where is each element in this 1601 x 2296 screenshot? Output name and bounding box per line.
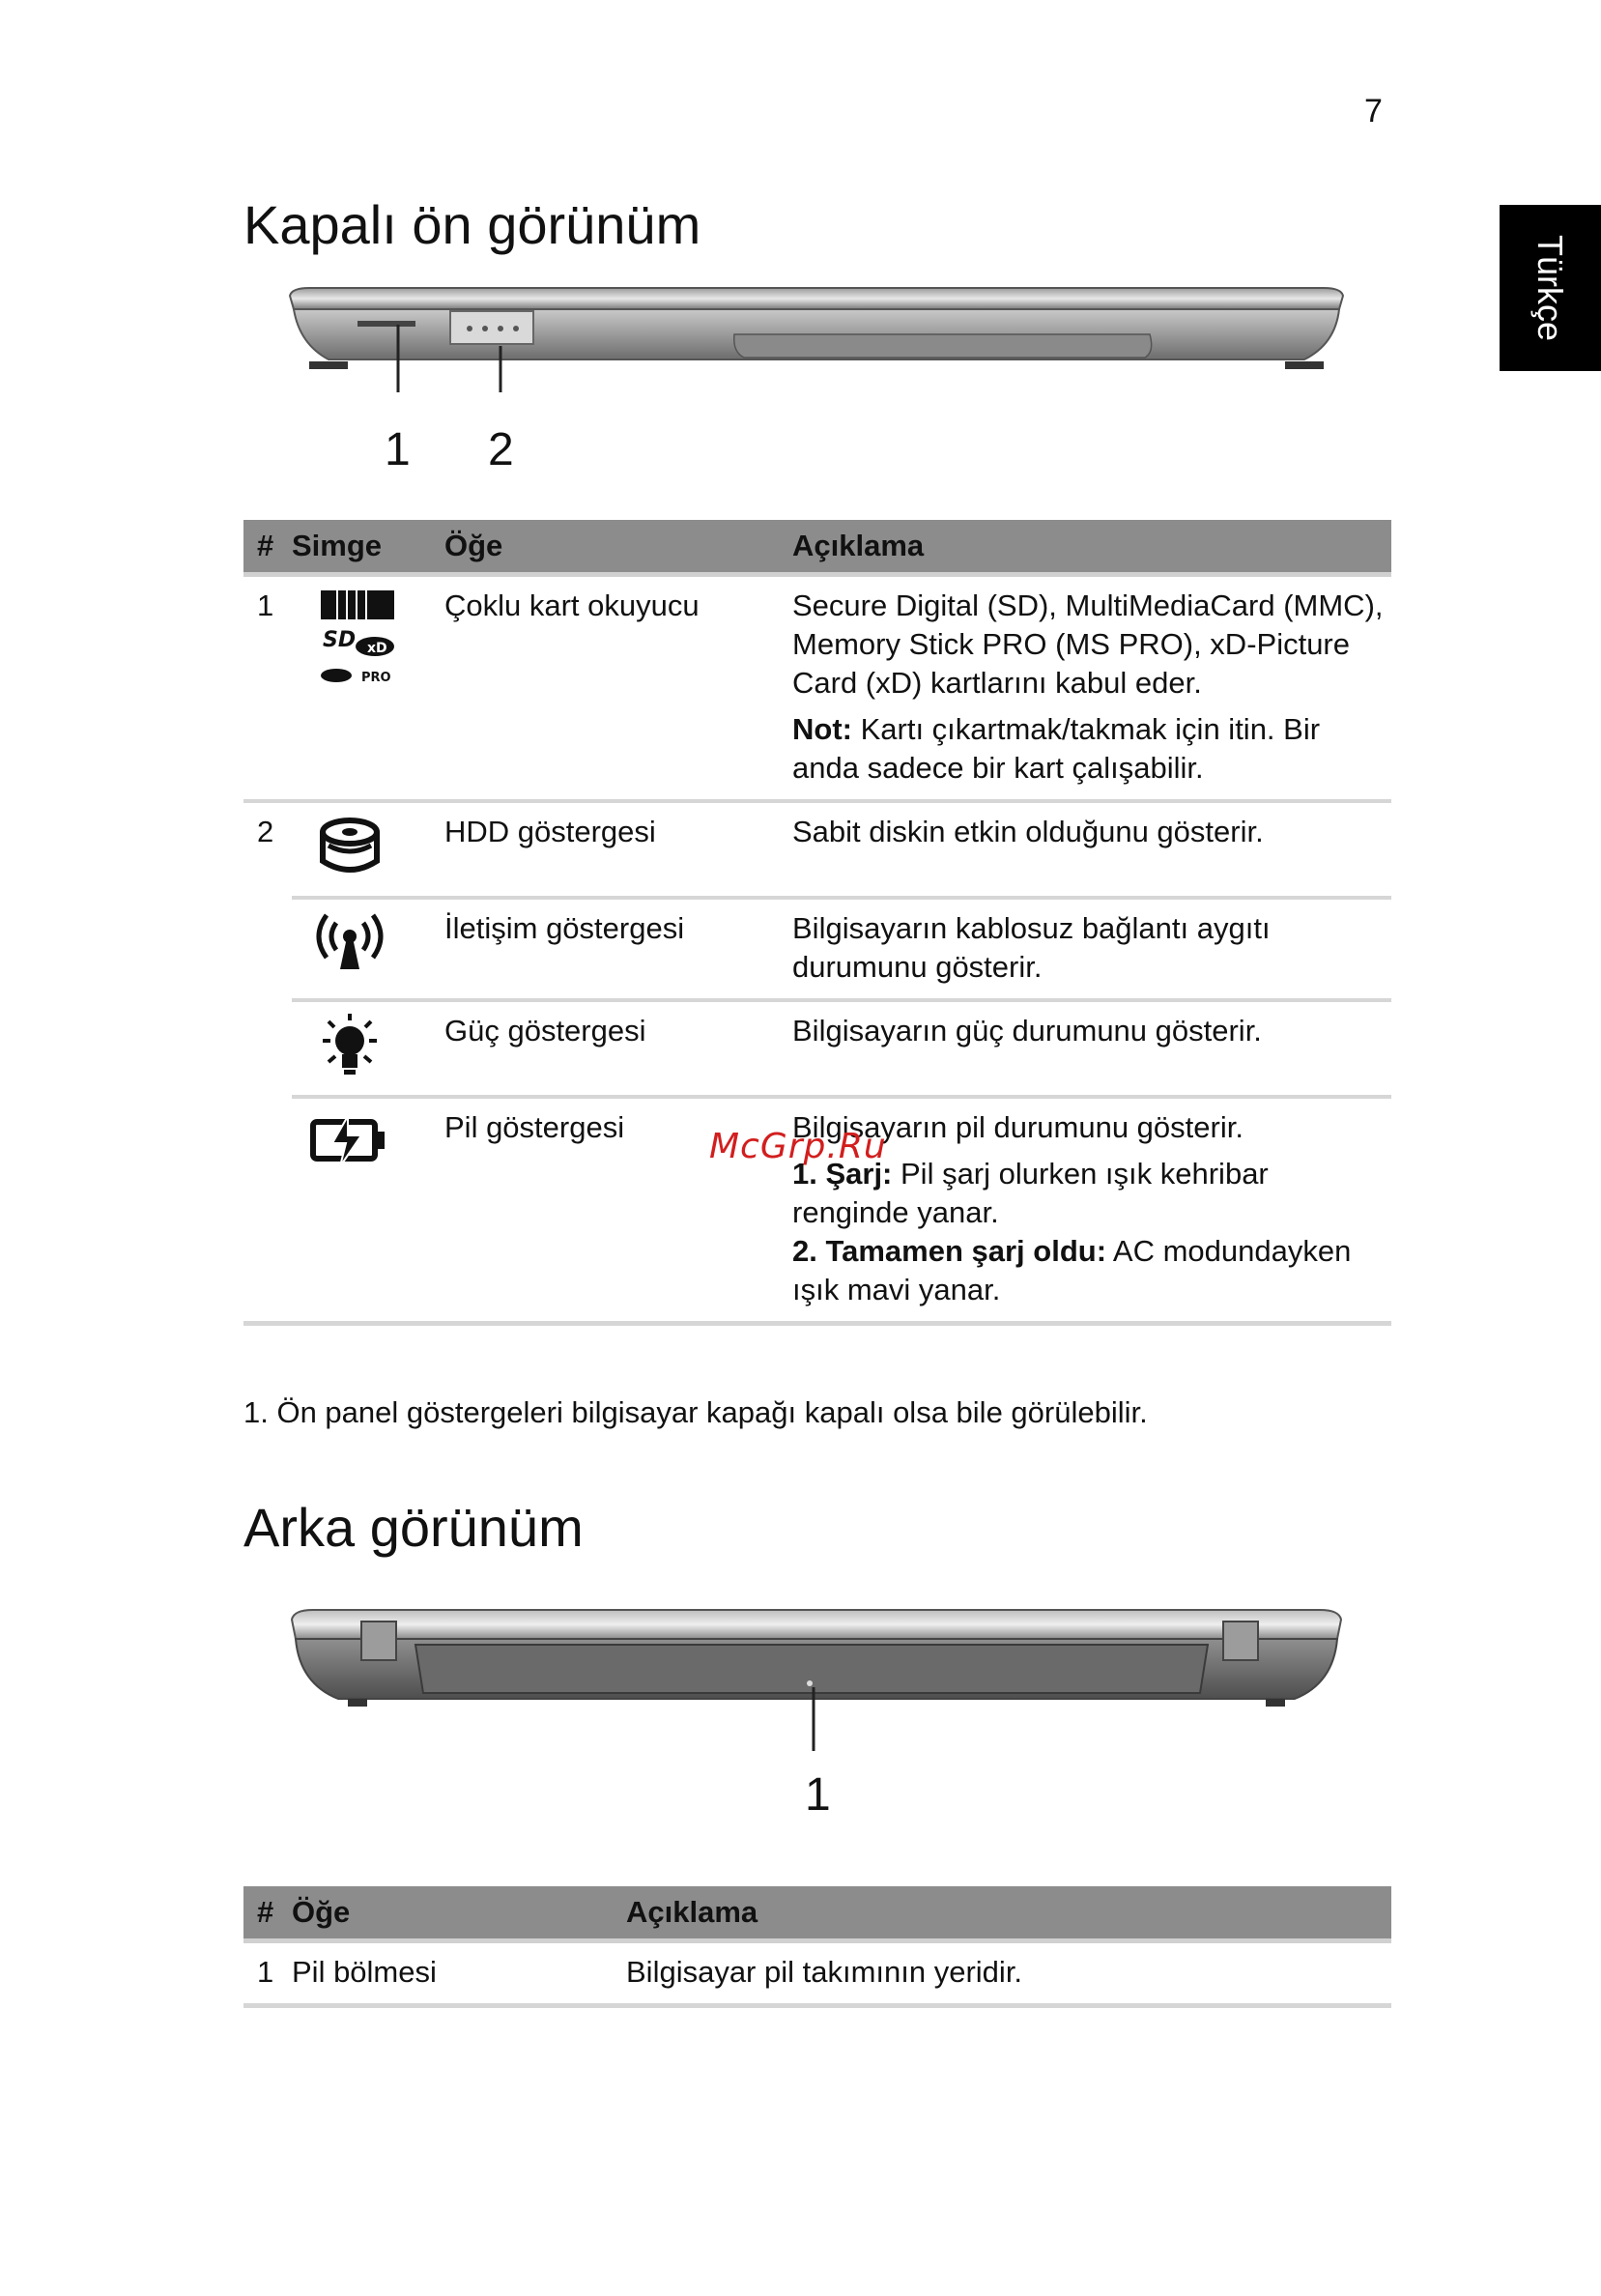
header-description: Açıklama bbox=[792, 520, 1391, 575]
svg-text:xD: xD bbox=[367, 641, 387, 656]
header-number: # bbox=[243, 1886, 292, 1941]
description-text: Bilgisayarın pil durumunu gösterir. bbox=[792, 1110, 1244, 1144]
front-components-table bbox=[243, 520, 1391, 1326]
table-row bbox=[243, 575, 1391, 802]
row-number: 1 bbox=[243, 1941, 292, 2006]
header-icon: Simge bbox=[292, 520, 444, 575]
laptop-rear-illustration bbox=[280, 1606, 1353, 1751]
header-description: Açıklama bbox=[626, 1886, 1391, 1941]
power-bulb-icon bbox=[292, 1000, 444, 1097]
rear-components-table bbox=[243, 1886, 1391, 2008]
wireless-icon bbox=[292, 898, 444, 1000]
front-callout-1: 1 bbox=[385, 424, 411, 475]
table-header-row bbox=[243, 520, 1391, 575]
header-number: # bbox=[243, 520, 292, 575]
battery-charge-icon bbox=[292, 1097, 444, 1324]
svg-text:SD: SD bbox=[323, 628, 357, 652]
charge-body: Pil şarj olurken ışık kehribar renginde yanar. bbox=[792, 1157, 1269, 1229]
rear-view-title: Arka görünüm bbox=[243, 1497, 584, 1558]
laptop-front-illustration bbox=[280, 286, 1353, 392]
description-text: Secure Digital (SD), MultiMediaCard (MMC), Memory Stick PRO (MS PRO), xD-Picture Card (xD) kartlarını kabul eder. bbox=[792, 588, 1384, 700]
page-number: 7 bbox=[1364, 93, 1383, 129]
table-row bbox=[243, 898, 1391, 1000]
table-row bbox=[243, 1000, 1391, 1097]
row-number: 2 bbox=[257, 815, 274, 848]
note-label: Not: bbox=[792, 712, 852, 746]
svg-text:PRO: PRO bbox=[361, 671, 391, 685]
front-view-title: Kapalı ön görünüm bbox=[243, 194, 701, 255]
row-description bbox=[792, 575, 1391, 802]
note-body: Kartı çıkartmak/takmak için itin. Bir anda sadece bir kart çalışabilir. bbox=[792, 712, 1321, 785]
row-description: Bilgisayarın güç durumunu gösterir. bbox=[792, 1000, 1391, 1097]
row-item: Çoklu kart okuyucu bbox=[444, 575, 792, 802]
table-row bbox=[243, 1941, 1391, 2006]
rear-callout-1: 1 bbox=[805, 1769, 831, 1821]
charge-text bbox=[792, 1155, 1391, 1309]
card-reader-icon bbox=[292, 575, 444, 802]
row-item: HDD göstergesi bbox=[444, 801, 792, 898]
row-item: Pil bölmesi bbox=[292, 1941, 626, 2006]
hdd-icon bbox=[292, 801, 444, 898]
language-tab-label: Türkçe bbox=[1530, 234, 1571, 342]
row-item: İletişim göstergesi bbox=[444, 898, 792, 1000]
row-item: Pil göstergesi bbox=[444, 1097, 792, 1324]
table-header-row bbox=[243, 1886, 1391, 1941]
full-charge-body: AC modundayken ışık mavi yanar. bbox=[792, 1234, 1352, 1306]
front-callout-2: 2 bbox=[488, 424, 514, 475]
row-description: Bilgisayar pil takımının yeridir. bbox=[626, 1941, 1391, 2006]
row-number: 1 bbox=[243, 575, 292, 802]
footnote: 1. Ön panel göstergeleri bilgisayar kapağı kapalı olsa bile görülebilir. bbox=[243, 1395, 1148, 1429]
table-row bbox=[243, 801, 1391, 898]
header-item: Öğe bbox=[292, 1886, 626, 1941]
full-charge-label: 2. Tamamen şarj oldu: bbox=[792, 1234, 1107, 1268]
note-text bbox=[792, 710, 1391, 788]
language-tab bbox=[1500, 205, 1601, 371]
header-item: Öğe bbox=[444, 520, 792, 575]
row-item: Güç göstergesi bbox=[444, 1000, 792, 1097]
row-description: Bilgisayarın kablosuz bağlantı aygıtı durumunu gösterir. bbox=[792, 898, 1391, 1000]
charge-label: 1. Şarj: bbox=[792, 1157, 893, 1191]
watermark: McGrp.Ru bbox=[709, 1127, 887, 1166]
row-description: Sabit diskin etkin olduğunu gösterir. bbox=[792, 801, 1391, 898]
